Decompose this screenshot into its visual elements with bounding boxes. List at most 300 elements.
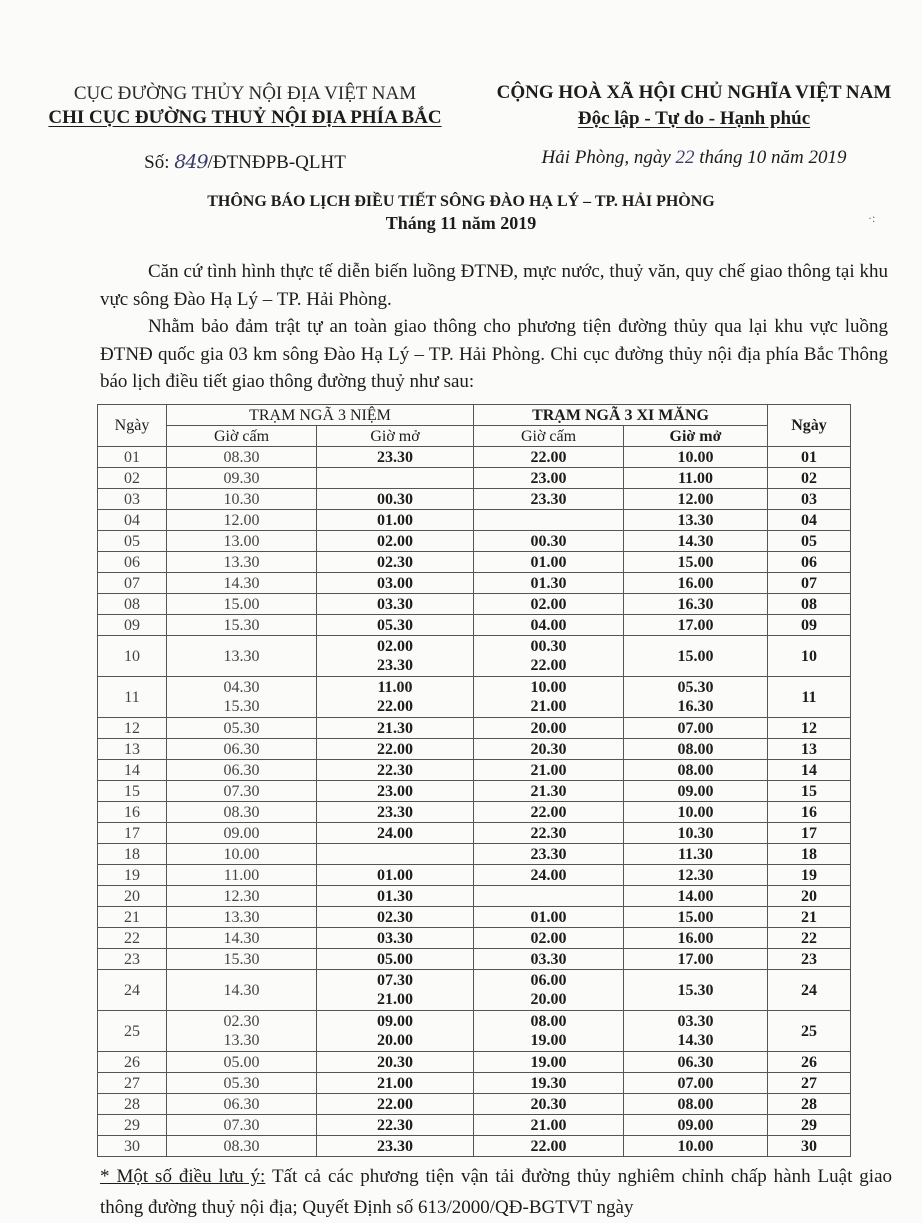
cell-ximang-ban	[474, 802, 624, 823]
document-title: THÔNG BÁO LỊCH ĐIỀU TIẾT SÔNG ĐÀO HẠ LÝ – TP. HẢI PHÒNG	[207, 193, 715, 210]
time-value: 15.30	[677, 981, 714, 999]
note-label: * Một số điều lưu ý:	[100, 1166, 266, 1187]
table-row	[98, 907, 851, 928]
table-row	[98, 781, 851, 802]
cell-day-right: 23	[768, 949, 851, 970]
cell-ximang-ban	[474, 447, 624, 468]
time-value: 09.00	[377, 1013, 413, 1030]
cell-ximang-ban	[474, 823, 624, 844]
time-value: 08.00	[677, 761, 714, 779]
time-value: 10.00	[677, 448, 714, 466]
header-day-left: Ngày	[98, 405, 167, 447]
cell-day-left: 01	[98, 447, 167, 468]
time-value: 07.30	[223, 1116, 260, 1134]
cell-ximang-open	[624, 949, 768, 970]
cell-niem-open	[317, 1052, 474, 1073]
cell-day-left: 25	[98, 1011, 167, 1052]
schedule-body	[98, 447, 851, 1157]
time-value: 15.00	[677, 908, 714, 926]
time-value: 20.30	[377, 1053, 413, 1071]
table-row	[98, 718, 851, 739]
cell-ximang-open	[624, 1115, 768, 1136]
cell-ximang-open	[624, 865, 768, 886]
time-value: 01.00	[377, 866, 413, 884]
time-value: 08.30	[223, 1137, 260, 1155]
cell-ximang-open	[624, 510, 768, 531]
table-row	[98, 510, 851, 531]
cell-day-right: 01	[768, 447, 851, 468]
time-value: 14.30	[223, 981, 260, 999]
time-value: 08.00	[677, 1095, 714, 1113]
time-value: 20.30	[530, 1095, 567, 1113]
time-value: 10.00	[677, 1137, 714, 1155]
cell-day-left: 11	[98, 677, 167, 718]
time-value: 05.30	[377, 616, 413, 634]
time-value: 19.00	[530, 1032, 567, 1049]
cell-ximang-open	[624, 844, 768, 865]
table-row	[98, 928, 851, 949]
cell-niem-open	[317, 489, 474, 510]
national-header-block	[472, 80, 916, 170]
time-value: 22.00	[530, 1137, 567, 1155]
table-row	[98, 1094, 851, 1115]
table-row	[98, 468, 851, 489]
cell-ximang-open	[624, 552, 768, 573]
time-value: 21.00	[530, 698, 567, 715]
cell-ximang-ban	[474, 510, 624, 531]
paragraph-purpose: Nhằm bảo đảm trật tự an toàn giao thông cho phương tiện đường thủy qua lại khu vực luồng ĐTNĐ quốc gia 03 km sông Đào Hạ Lý – TP. Hải Phòng. Chi cục đường thủy nội địa phía Bắc Thông báo lịch điều tiết giao thông đường thuỷ như sau:	[100, 316, 888, 392]
time-value: 23.30	[377, 803, 413, 821]
time-value: 08.00	[530, 1013, 567, 1030]
cell-ximang-open	[624, 802, 768, 823]
table-row	[98, 802, 851, 823]
cell-ximang-open	[624, 928, 768, 949]
cell-day-right: 30	[768, 1136, 851, 1157]
national-motto	[472, 106, 916, 132]
scan-speck-decoration: ·:	[868, 211, 876, 225]
cell-niem-open	[317, 573, 474, 594]
cell-day-right: 18	[768, 844, 851, 865]
time-value: 21.00	[530, 1116, 567, 1134]
cell-ximang-open	[624, 907, 768, 928]
time-value: 13.30	[677, 511, 714, 529]
cell-niem-ban	[167, 552, 317, 573]
cell-niem-open	[317, 802, 474, 823]
cell-day-right: 11	[768, 677, 851, 718]
header-day-right: Ngày	[768, 405, 851, 447]
time-value: 15.30	[223, 698, 260, 715]
time-value: 01.00	[530, 908, 567, 926]
time-value: 23.30	[377, 657, 413, 674]
cell-day-right: 13	[768, 739, 851, 760]
cell-day-left: 20	[98, 886, 167, 907]
cell-ximang-open	[624, 615, 768, 636]
cell-day-right: 21	[768, 907, 851, 928]
cell-day-right: 20	[768, 886, 851, 907]
time-value: 10.30	[223, 490, 260, 508]
time-value: 16.00	[677, 929, 714, 947]
header-ximang-open: Giờ mở	[624, 426, 768, 447]
cell-day-right: 26	[768, 1052, 851, 1073]
table-row	[98, 1011, 851, 1052]
cell-ximang-ban	[474, 1136, 624, 1157]
time-value: 22.00	[530, 803, 567, 821]
time-value: 06.30	[223, 740, 260, 758]
cell-day-left: 23	[98, 949, 167, 970]
cell-day-left: 18	[98, 844, 167, 865]
time-value: 07.30	[223, 782, 260, 800]
time-value: 13.00	[223, 532, 260, 550]
time-value: 03.30	[530, 950, 567, 968]
cell-ximang-ban	[474, 1073, 624, 1094]
time-value: 15.30	[223, 950, 260, 968]
table-header-row-2	[98, 426, 851, 447]
time-value: 11.00	[677, 469, 714, 487]
cell-ximang-open	[624, 636, 768, 677]
time-value: 05.00	[223, 1053, 260, 1071]
time-value: 22.30	[377, 761, 413, 779]
time-value: 10.00	[223, 845, 260, 863]
cell-day-right: 17	[768, 823, 851, 844]
cell-niem-ban	[167, 573, 317, 594]
cell-ximang-open	[624, 489, 768, 510]
cell-day-left: 15	[98, 781, 167, 802]
cell-niem-ban	[167, 531, 317, 552]
time-value: 12.00	[677, 490, 714, 508]
time-value: 13.30	[223, 553, 260, 571]
time-value: 23.30	[530, 845, 567, 863]
time-value: 23.00	[530, 469, 567, 487]
cell-ximang-open	[624, 1073, 768, 1094]
body-text	[100, 258, 888, 396]
cell-niem-ban	[167, 865, 317, 886]
time-value: 15.30	[223, 616, 260, 634]
table-row	[98, 552, 851, 573]
time-value: 04.00	[530, 616, 567, 634]
table-row	[98, 636, 851, 677]
time-value: 22.00	[377, 740, 413, 758]
time-value: 24.00	[530, 866, 567, 884]
time-value: 15.00	[223, 595, 260, 613]
cell-day-left: 13	[98, 739, 167, 760]
cell-ximang-ban	[474, 760, 624, 781]
cell-day-left: 10	[98, 636, 167, 677]
time-value: 02.30	[223, 1013, 260, 1030]
cell-day-right: 09	[768, 615, 851, 636]
cell-niem-open	[317, 739, 474, 760]
paragraph-basis: Căn cứ tình hình thực tế diễn biến luồng ĐTNĐ, mực nước, thuỷ văn, quy chế giao thông tại khu vực sông Đào Hạ Lý – TP. Hải Phòng.	[100, 261, 888, 310]
time-value: 14.30	[223, 929, 260, 947]
time-value: 07.30	[377, 972, 413, 989]
table-row	[98, 1073, 851, 1094]
time-value: 19.30	[530, 1074, 567, 1092]
time-value: 19.00	[530, 1053, 567, 1071]
cell-niem-ban	[167, 718, 317, 739]
cell-niem-open	[317, 636, 474, 677]
cell-niem-ban	[167, 468, 317, 489]
cell-day-left: 08	[98, 594, 167, 615]
cell-day-left: 22	[98, 928, 167, 949]
cell-niem-ban	[167, 739, 317, 760]
time-value: 00.30	[530, 638, 567, 655]
table-header-row-1	[98, 405, 851, 426]
time-value: 13.30	[223, 908, 260, 926]
note-text: Tất cả các phương tiện vận tải đường thủy nghiêm chỉnh chấp hành Luật giao thông đường thuỷ nội địa; Quyết Định số 613/2000/QĐ-BGTVT ngày	[100, 1166, 892, 1218]
cell-ximang-ban	[474, 489, 624, 510]
cell-day-left: 30	[98, 1136, 167, 1157]
cell-niem-ban	[167, 510, 317, 531]
time-value: 17.00	[677, 950, 714, 968]
cell-niem-open	[317, 510, 474, 531]
cell-niem-ban	[167, 907, 317, 928]
cell-niem-open	[317, 468, 474, 489]
time-value: 05.00	[377, 950, 413, 968]
time-value: 01.30	[377, 887, 413, 905]
cell-niem-open	[317, 718, 474, 739]
time-value: 22.00	[377, 698, 413, 715]
cell-niem-open	[317, 844, 474, 865]
time-value: 16.30	[677, 698, 714, 715]
cell-ximang-ban	[474, 1052, 624, 1073]
cell-ximang-open	[624, 1094, 768, 1115]
cell-niem-open	[317, 594, 474, 615]
time-value: 04.30	[223, 679, 260, 696]
cell-day-left: 05	[98, 531, 167, 552]
cell-niem-open	[317, 1115, 474, 1136]
cell-ximang-ban	[474, 781, 624, 802]
notes	[100, 1161, 892, 1223]
time-value: 15.00	[677, 553, 714, 571]
cell-day-left: 02	[98, 468, 167, 489]
cell-day-right: 03	[768, 489, 851, 510]
time-value: 10.00	[677, 803, 714, 821]
cell-ximang-ban	[474, 552, 624, 573]
table-row	[98, 844, 851, 865]
time-value: 03.30	[377, 929, 413, 947]
cell-niem-open	[317, 949, 474, 970]
time-value: 12.30	[677, 866, 714, 884]
cell-day-left: 26	[98, 1052, 167, 1073]
cell-day-right: 06	[768, 552, 851, 573]
cell-niem-ban	[167, 760, 317, 781]
cell-niem-ban	[167, 594, 317, 615]
time-value: 01.00	[377, 511, 413, 529]
cell-ximang-open	[624, 970, 768, 1011]
time-value: 07.00	[677, 1074, 714, 1092]
cell-ximang-ban	[474, 739, 624, 760]
sub-agency	[30, 106, 460, 130]
cell-niem-ban	[167, 636, 317, 677]
cell-day-right: 27	[768, 1073, 851, 1094]
cell-ximang-ban	[474, 677, 624, 718]
cell-day-left: 21	[98, 907, 167, 928]
time-value: 24.00	[377, 824, 413, 842]
cell-ximang-open	[624, 531, 768, 552]
cell-ximang-ban	[474, 1115, 624, 1136]
cell-ximang-open	[624, 573, 768, 594]
cell-ximang-open	[624, 718, 768, 739]
cell-ximang-open	[624, 1052, 768, 1073]
cell-niem-open	[317, 865, 474, 886]
time-value: 02.00	[377, 638, 413, 655]
cell-day-right: 04	[768, 510, 851, 531]
table-row	[98, 573, 851, 594]
cell-niem-ban	[167, 886, 317, 907]
cell-niem-open	[317, 781, 474, 802]
time-value: 06.30	[223, 1095, 260, 1113]
cell-day-right: 28	[768, 1094, 851, 1115]
time-value: 20.00	[377, 1032, 413, 1049]
cell-day-left: 28	[98, 1094, 167, 1115]
issuing-agency-block	[30, 82, 460, 175]
time-value: 02.00	[377, 532, 413, 550]
table-row	[98, 1136, 851, 1157]
cell-niem-open	[317, 1094, 474, 1115]
time-value: 14.00	[677, 887, 714, 905]
time-value: 09.30	[223, 469, 260, 487]
cell-day-right: 07	[768, 573, 851, 594]
schedule-table	[97, 404, 851, 1157]
cell-day-left: 19	[98, 865, 167, 886]
time-value: 08.00	[677, 740, 714, 758]
time-value: 00.30	[530, 532, 567, 550]
time-value: 12.00	[223, 511, 260, 529]
cell-niem-open	[317, 1136, 474, 1157]
cell-niem-open	[317, 970, 474, 1011]
cell-niem-ban	[167, 1094, 317, 1115]
cell-day-left: 12	[98, 718, 167, 739]
cell-day-right: 12	[768, 718, 851, 739]
time-value: 02.30	[377, 908, 413, 926]
cell-day-left: 07	[98, 573, 167, 594]
table-row	[98, 594, 851, 615]
doc-number-suffix: /ĐTNĐPB-QLHT	[207, 152, 346, 173]
cell-day-left: 29	[98, 1115, 167, 1136]
time-value: 22.30	[377, 1116, 413, 1134]
cell-day-left: 04	[98, 510, 167, 531]
cell-niem-ban	[167, 447, 317, 468]
parent-agency: CỤC ĐƯỜNG THỦY NỘI ĐỊA VIỆT NAM	[73, 83, 417, 104]
time-value: 14.30	[677, 1032, 714, 1049]
table-row	[98, 531, 851, 552]
title-block	[60, 192, 862, 234]
cell-niem-ban	[167, 1115, 317, 1136]
cell-ximang-open	[624, 823, 768, 844]
time-value: 11.00	[377, 679, 413, 696]
cell-niem-ban	[167, 949, 317, 970]
cell-niem-ban	[167, 1011, 317, 1052]
cell-niem-ban	[167, 1136, 317, 1157]
time-value: 21.30	[530, 782, 567, 800]
time-value: 20.30	[530, 740, 567, 758]
cell-day-right: 08	[768, 594, 851, 615]
cell-ximang-open	[624, 1136, 768, 1157]
cell-ximang-ban	[474, 594, 624, 615]
cell-day-left: 27	[98, 1073, 167, 1094]
time-value: 07.00	[677, 719, 714, 737]
cell-ximang-open	[624, 1011, 768, 1052]
time-value: 23.00	[377, 782, 413, 800]
cell-day-left: 09	[98, 615, 167, 636]
time-value: 03.00	[377, 574, 413, 592]
cell-day-left: 03	[98, 489, 167, 510]
time-value: 14.30	[223, 574, 260, 592]
table-row	[98, 949, 851, 970]
cell-day-right: 16	[768, 802, 851, 823]
time-value: 21.00	[377, 1074, 413, 1092]
time-value: 22.30	[530, 824, 567, 842]
time-value: 06.30	[677, 1053, 714, 1071]
header-niem-ban: Giờ cấm	[167, 426, 317, 447]
cell-day-right: 02	[768, 468, 851, 489]
doc-number-handwritten: 849	[174, 151, 208, 173]
cell-day-right: 22	[768, 928, 851, 949]
cell-niem-open	[317, 928, 474, 949]
time-value: 06.00	[530, 972, 567, 989]
time-value: 10.00	[530, 679, 567, 696]
time-value: 23.30	[377, 448, 413, 466]
time-value: 05.30	[223, 719, 260, 737]
cell-ximang-ban	[474, 1011, 624, 1052]
time-value: 08.30	[223, 803, 260, 821]
cell-ximang-open	[624, 886, 768, 907]
cell-day-left: 16	[98, 802, 167, 823]
cell-ximang-open	[624, 677, 768, 718]
time-value: 09.00	[677, 782, 714, 800]
cell-day-left: 14	[98, 760, 167, 781]
cell-ximang-open	[624, 781, 768, 802]
cell-day-right: 10	[768, 636, 851, 677]
time-value: 01.00	[530, 553, 567, 571]
cell-ximang-open	[624, 760, 768, 781]
time-value: 03.30	[377, 595, 413, 613]
cell-day-left: 17	[98, 823, 167, 844]
cell-niem-ban	[167, 615, 317, 636]
document-number	[30, 150, 460, 175]
cell-ximang-open	[624, 468, 768, 489]
cell-ximang-ban	[474, 949, 624, 970]
time-value: 00.30	[377, 490, 413, 508]
cell-day-left: 24	[98, 970, 167, 1011]
time-value: 11.30	[677, 845, 714, 863]
time-value: 13.30	[223, 647, 260, 665]
cell-day-left: 06	[98, 552, 167, 573]
cell-niem-open	[317, 760, 474, 781]
cell-ximang-ban	[474, 907, 624, 928]
header-station-niem: TRẠM NGÃ 3 NIỆM	[167, 405, 474, 426]
time-value: 02.30	[377, 553, 413, 571]
cell-ximang-open	[624, 447, 768, 468]
time-value: 05.30	[677, 679, 714, 696]
cell-ximang-ban	[474, 468, 624, 489]
cell-ximang-ban	[474, 886, 624, 907]
time-value: 05.30	[223, 1074, 260, 1092]
cell-ximang-ban	[474, 531, 624, 552]
cell-ximang-open	[624, 594, 768, 615]
table-row	[98, 865, 851, 886]
time-value: 16.30	[677, 595, 714, 613]
cell-ximang-ban	[474, 928, 624, 949]
cell-niem-ban	[167, 928, 317, 949]
doc-number-prefix: Số:	[144, 152, 170, 173]
table-row	[98, 970, 851, 1011]
time-value: 20.00	[530, 719, 567, 737]
cell-day-right: 25	[768, 1011, 851, 1052]
cell-ximang-ban	[474, 1094, 624, 1115]
cell-ximang-ban	[474, 718, 624, 739]
time-value: 15.00	[677, 647, 714, 665]
date-suffix: tháng 10 năm 2019	[699, 147, 847, 168]
